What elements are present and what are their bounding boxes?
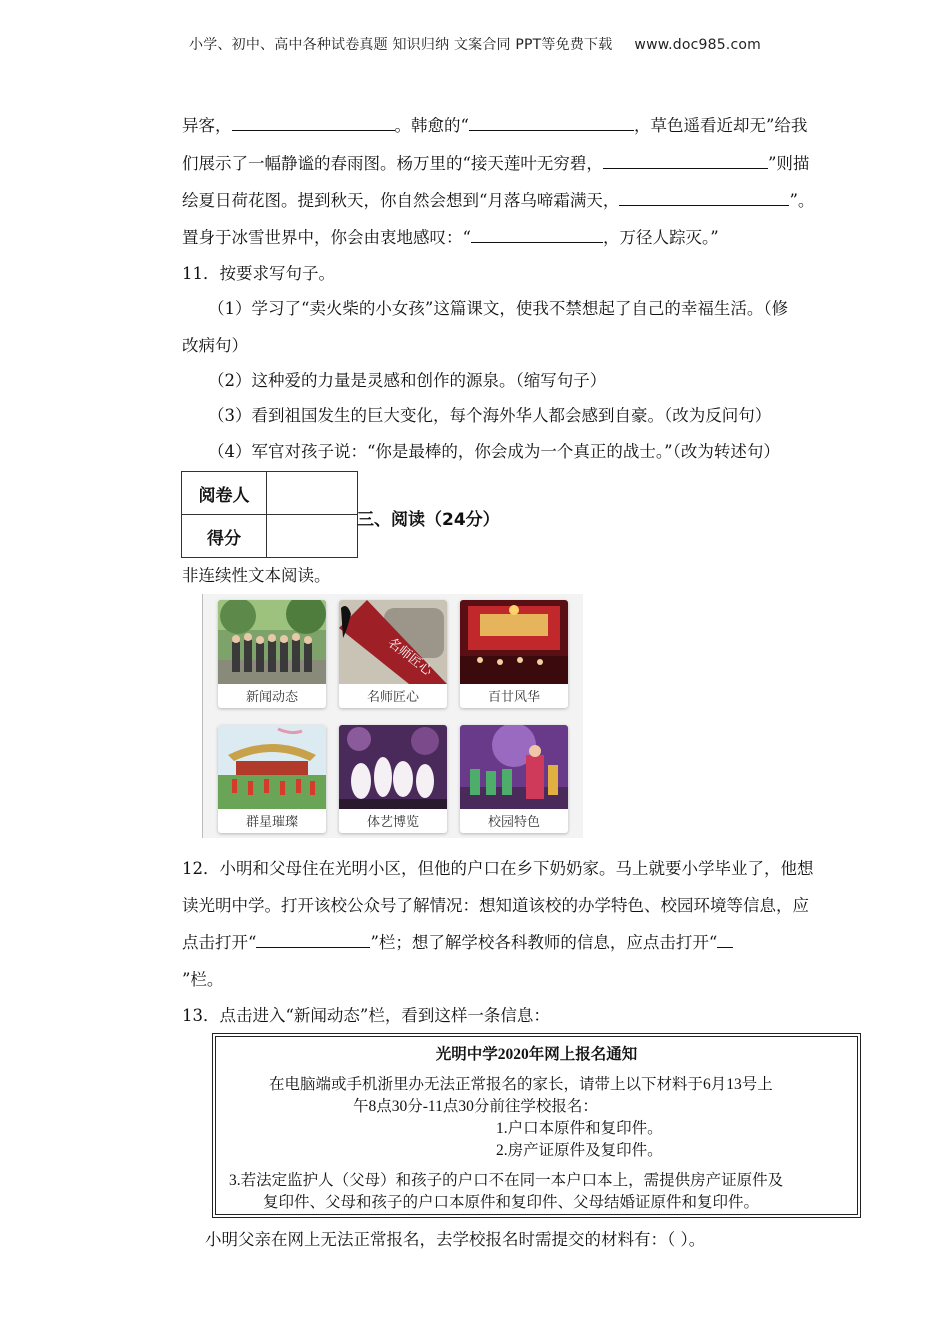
dancers-image	[339, 725, 447, 809]
answer-blank[interactable]	[603, 151, 768, 169]
poem-text: ”则描	[767, 154, 810, 173]
menu-tile-teachers[interactable]	[339, 600, 447, 708]
menu-tile-label: 百廿风华	[487, 690, 540, 705]
answer-blank[interactable]	[717, 930, 733, 948]
poem-line-4	[182, 224, 719, 248]
answer-blank[interactable]	[619, 188, 789, 206]
q11-sentence-1b: 改病句）	[182, 336, 248, 355]
score-cell[interactable]	[267, 515, 358, 558]
answer-blank[interactable]	[469, 113, 634, 131]
q11-sentence-2: （2）这种爱的力量是灵感和创作的源泉。（缩写句子）	[208, 371, 607, 390]
notice-item-3a: 3.若法定监护人（父母）和孩子的户口不在同一本户口本上，需提供房产证原件及	[229, 1172, 784, 1189]
reviewer-cell[interactable]	[267, 472, 358, 515]
menu-tile-campus[interactable]	[460, 725, 568, 833]
poem-text: 置身于冰雪世界中，你会由衷地感叹：“	[182, 228, 471, 247]
score-label: 得分	[182, 515, 267, 558]
poem-text: 异客，	[182, 116, 232, 135]
poem-line-1	[182, 112, 807, 136]
header-site-text: 小学、初中、高中各种试卷真题 知识归纳 文案合同 PPT等免费下载	[189, 37, 613, 53]
menu-tile-history[interactable]	[460, 600, 568, 708]
q12-line-4: ”栏。	[182, 970, 224, 989]
wechat-menu-panel	[202, 594, 583, 838]
header-url[interactable]: www.doc985.com	[634, 37, 761, 53]
menu-tile-label: 新闻动态	[245, 690, 298, 705]
poem-text: 们展示了一幅静谧的春雨图。杨万里的“接天莲叶无穷碧，	[182, 154, 603, 173]
notice-item-1: 1.户口本原件和复印件。	[496, 1120, 663, 1137]
group-photo-image	[218, 600, 326, 684]
menu-tile-arts[interactable]	[339, 725, 447, 833]
q12-text: 点击打开“	[182, 933, 257, 952]
notice-para-1a: 在电脑端或手机浙里办无法正常报名的家长，请带上以下材料于6月13号上	[269, 1076, 773, 1093]
menu-tile-stars[interactable]	[218, 725, 326, 833]
menu-tile-label: 校园特色	[487, 815, 540, 830]
sign-text: 名师匠心	[384, 635, 435, 680]
teacher-sign-image	[339, 600, 447, 684]
notice-title: 光明中学2020年网上报名通知	[435, 1046, 638, 1063]
answer-blank[interactable]	[471, 225, 603, 243]
poem-text: ”。	[789, 191, 815, 210]
q13-question: 小明父亲在网上无法正常报名，去学校报名时需提交的材料有：（ ）。	[205, 1230, 706, 1249]
opera-image	[460, 725, 568, 809]
menu-tile-label: 体艺博览	[366, 815, 419, 830]
q12-line-3	[182, 929, 733, 953]
page-header	[0, 34, 950, 54]
stage-image	[460, 600, 568, 684]
menu-tile-news[interactable]	[218, 600, 326, 708]
q11-title: 11．按要求写句子。	[182, 264, 335, 283]
poem-text: ，草色遥看近却无”给我	[633, 116, 808, 135]
enrollment-notice-box	[212, 1033, 861, 1218]
menu-tile-label: 名师匠心	[366, 690, 419, 705]
poem-text: 。韩愈的“	[394, 116, 469, 135]
section-title: 三、阅读（24分）	[357, 510, 500, 530]
menu-tile-label: 群星璀璨	[245, 815, 298, 830]
q12-line-1: 12．小明和父母住在光明小区，但他的户口在乡下奶奶家。马上就要小学毕业了，他想	[182, 859, 814, 878]
poem-line-2	[182, 150, 809, 174]
poem-text: 绘夏日荷花图。提到秋天，你自然会想到“月落乌啼霜满天，	[182, 191, 620, 210]
section-intro: 非连续性文本阅读。	[182, 566, 331, 585]
q11-sentence-3: （3）看到祖国发生的巨大变化，每个海外华人都会感到自豪。（改为反问句）	[208, 406, 772, 425]
q13-title: 13．点击进入“新闻动态”栏，看到这样一条信息：	[182, 1006, 550, 1025]
notice-item-2: 2.房产证原件及复印件。	[496, 1142, 663, 1159]
performance-square-image	[218, 725, 326, 809]
notice-item-3b: 复印件、父母和孩子的户口本原件和复印件、父母结婚证原件和复印件。	[263, 1194, 760, 1211]
poem-text: ，万径人踪灭。”	[602, 228, 719, 247]
q12-text: ”栏；想了解学校各科教师的信息，应点击打开“	[370, 933, 718, 952]
answer-blank[interactable]	[256, 930, 370, 948]
q11-sentence-4: （4）军官对孩子说：“你是最棒的，你会成为一个真正的战士。”（改为转述句）	[208, 442, 780, 461]
notice-para-1b: 午8点30分-11点30分前往学校报名：	[353, 1098, 598, 1115]
q12-line-2: 读光明中学。打开该校公众号了解情况：想知道该校的办学特色、校园环境等信息，应	[182, 896, 809, 915]
q11-sentence-1a: （1）学习了“卖火柴的小女孩”这篇课文，使我不禁想起了自己的幸福生活。（修	[208, 299, 789, 318]
score-table	[181, 471, 358, 558]
reviewer-label: 阅卷人	[182, 472, 267, 515]
poem-line-3	[182, 187, 814, 211]
answer-blank[interactable]	[232, 113, 395, 131]
